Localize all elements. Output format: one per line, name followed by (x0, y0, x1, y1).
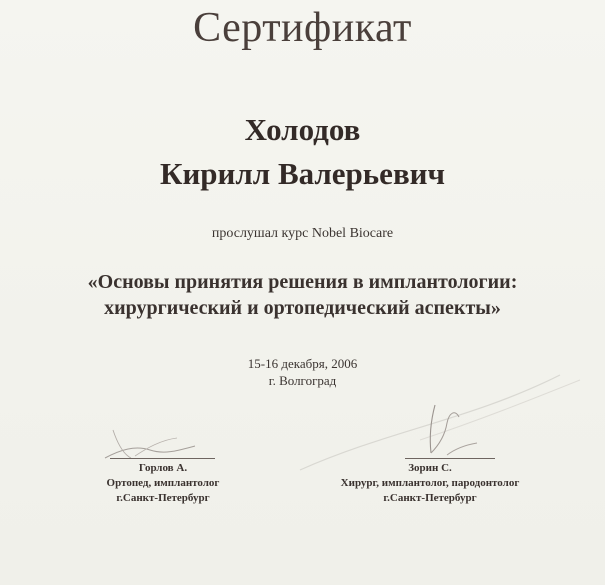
signatory-left-city: г.Санкт-Петербург (116, 492, 210, 504)
signatory-left (68, 461, 258, 506)
signature-line-right (405, 458, 495, 459)
course-topic-line-1: «Основы принятия решения в имплантологии: (87, 271, 518, 293)
signature-left (95, 400, 215, 465)
course-text: прослушал курс Nobel Biocare (211, 226, 394, 241)
event-date: 15-16 декабря, 2006 (247, 356, 358, 371)
signatory-right-city: г.Санкт-Петербург (383, 492, 477, 504)
signatory-left-role: Ортопед, имплантолог (106, 477, 220, 489)
course-topic-line-2: хирургический и ортопедический аспекты» (104, 297, 501, 319)
signatory-right-role: Хирург, имплантолог, пародонтолог (340, 477, 520, 489)
signature-right (395, 395, 505, 465)
signature-line-left (110, 458, 215, 459)
signatory-right-name: Зорин С. (408, 462, 452, 474)
recipient-given-names: Кирилл Валерьевич (159, 156, 446, 191)
event-location: г. Волгоград (268, 373, 337, 388)
recipient-surname: Холодов (244, 112, 361, 147)
signatory-left-name: Горлов А. (138, 462, 188, 474)
signatory-right (315, 461, 545, 506)
certificate-title: Сертификат (193, 5, 412, 51)
